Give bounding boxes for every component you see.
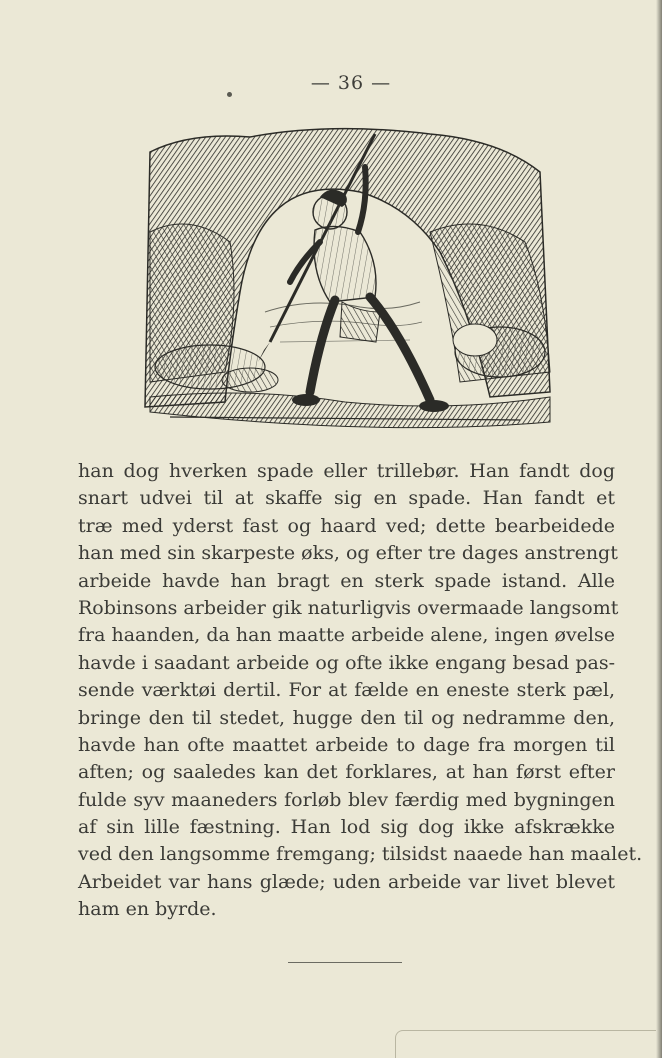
text-line: havde i saadant arbeide og ofte ikke engang besad pas-: [78, 651, 615, 674]
text-line: ved den langsomme fremgang; tilsidst naaede han maalet.: [78, 843, 643, 866]
text-line: af sin lille fæstning. Han lod sig dog ikke afskrække: [78, 816, 615, 839]
cave-engraving-illustration: [130, 112, 560, 442]
page-fold-mark: [395, 1030, 656, 1058]
text-line: han dog hverken spade eller trillebør. Han fandt dog: [78, 460, 615, 482]
body-text: [78, 458, 643, 924]
page-edge-shadow: [656, 0, 662, 1058]
text-line-last: ham en byrde.: [78, 898, 217, 921]
text-line: bringe den til stedet, hugge den til og nedramme den,: [78, 706, 615, 729]
section-end-rule: [288, 962, 402, 963]
text-line: sende værktøi dertil. For at fælde en eneste sterk pæl,: [78, 679, 615, 702]
text-line: havde han ofte maattet arbeide to dage fra morgen til: [78, 733, 615, 756]
text-line: aften; og saaledes kan det forklares, at han først efter: [78, 761, 615, 784]
page-number: — 36 —: [310, 72, 392, 94]
text-line: han med sin skarpeste øks, og efter tre dages anstrengt: [78, 542, 618, 565]
text-line: snart udvei til at skaffe sig en spade. Han fandt et: [78, 487, 615, 510]
text-line: fra haanden, da han maatte arbeide alene, ingen øvelse: [78, 624, 615, 647]
text-line: arbeide havde han bragt en sterk spade istand. Alle: [78, 569, 615, 592]
text-line: træ med yderst fast og haard ved; dette bearbeidede: [78, 514, 615, 537]
text-line: Arbeidet var hans glæde; uden arbeide var livet blevet: [78, 870, 615, 893]
text-line: fulde syv maaneders forløb blev færdig med bygningen: [78, 788, 615, 811]
text-line: Robinsons arbeider gik naturligvis overmaade langsomt: [78, 596, 619, 619]
